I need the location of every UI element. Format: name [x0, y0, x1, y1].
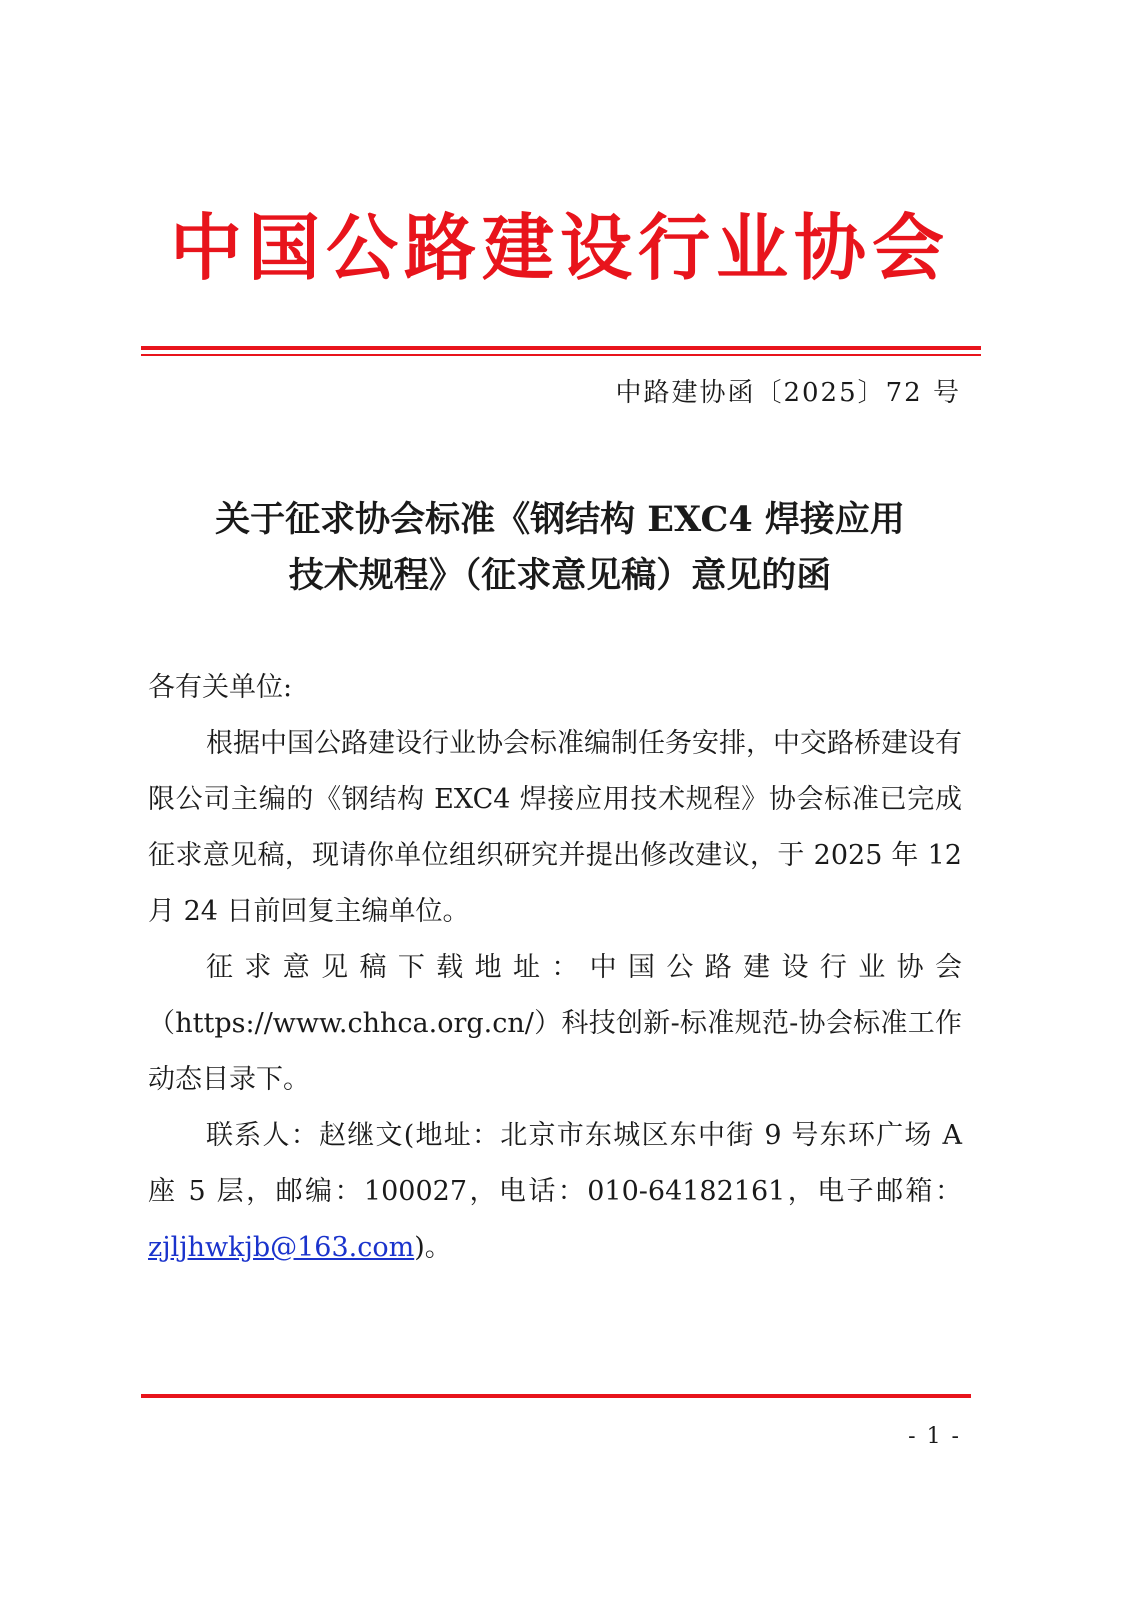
header-divider-thick: [141, 346, 981, 350]
contact-text: 联系人：赵继文(地址：北京市东城区东中街 9 号东环广场 A 座 5 层，邮编：100027，电话：010-64182161，电子邮箱：: [148, 1120, 962, 1207]
paragraph-contact: [148, 1108, 962, 1276]
document-number: 中路建协函〔2025〕72 号: [615, 378, 961, 408]
document-title: [140, 492, 980, 604]
document-title-line-1: 关于征求协会标准《钢结构 EXC4 焊接应用: [215, 499, 905, 540]
footer-divider: [141, 1394, 971, 1398]
header-divider-thin: [141, 354, 981, 356]
document-body: [148, 660, 962, 1276]
salutation: 各有关单位:: [148, 672, 293, 703]
page-number: - 1 -: [908, 1424, 961, 1449]
contact-email-link[interactable]: zjljhwkjb@163.com: [148, 1232, 415, 1263]
contact-text-end: )。: [414, 1232, 452, 1263]
paragraph-download-address: 征求意见稿下载地址：中国公路建设行业协会（https://www.chhca.org.cn/）科技创新-标准规范-协会标准工作动态目录下。: [148, 952, 962, 1095]
document-title-line-2: 技术规程》（征求意见稿）意见的函: [288, 555, 832, 596]
paragraph-task-arrangement: 根据中国公路建设行业协会标准编制任务安排，中交路桥建设有限公司主编的《钢结构 EXC4 焊接应用技术规程》协会标准已完成征求意见稿，现请你单位组织研究并提出修改建议，于 2025 年 12 月 24 日前回复主编单位。: [148, 728, 962, 927]
organization-header: 中国公路建设行业协会: [169, 206, 950, 290]
